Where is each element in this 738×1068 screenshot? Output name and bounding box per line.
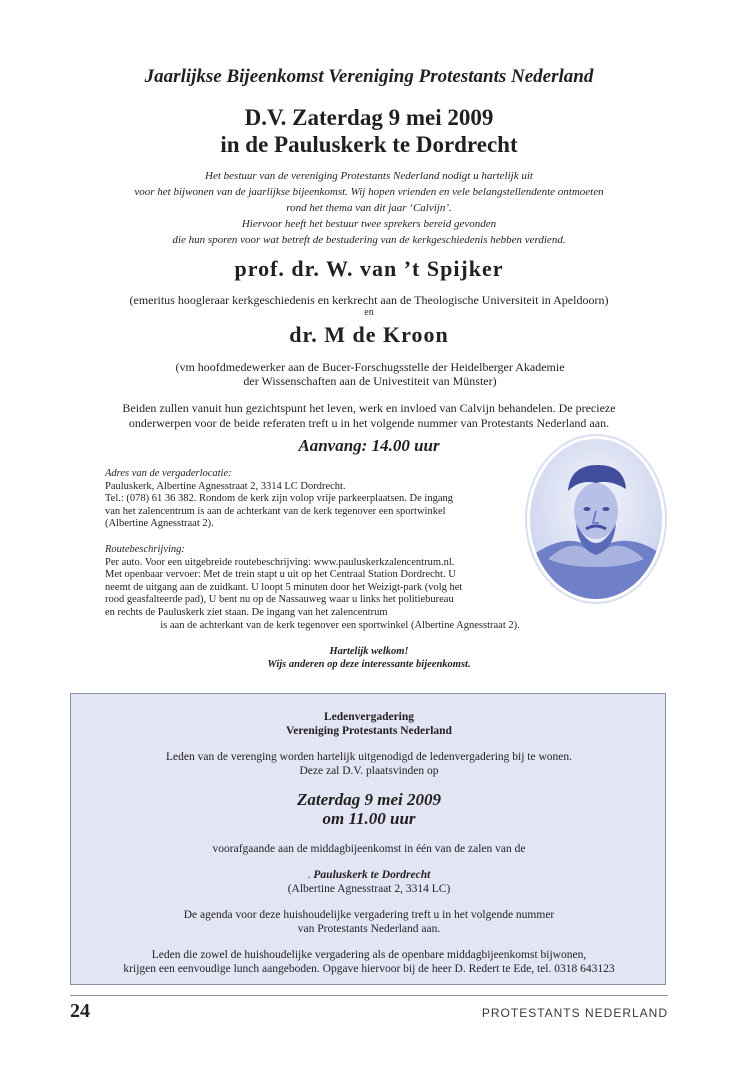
- box-place-address: (Albertine Agnesstraat 2, 3314 LC): [287, 883, 451, 895]
- address-block: [105, 468, 515, 531]
- address-line: (Albertine Agnesstraat 2).: [105, 518, 214, 529]
- event-date-line: D.V. Zaterdag 9 mei 2009: [244, 105, 494, 130]
- route-line: Met openbaar vervoer: Met de trein stapt u uit op het Centraal Station Dordrecht. U: [105, 569, 456, 580]
- calvin-portrait-image: [530, 439, 662, 599]
- box-preceding-text: voorafgaande aan de middagbijeenkomst in één van de zalen van de: [212, 843, 526, 855]
- box-time-line: om 11.00 uur: [322, 809, 416, 828]
- speaker-2-description-line: der Wissenschaften aan de Univestiteit van Münster): [243, 374, 497, 388]
- footer-brand: PROTESTANTS NEDERLAND: [481, 1006, 668, 1020]
- route-label: Routebeschrijving:: [105, 544, 185, 555]
- box-intro: [71, 750, 667, 778]
- route-line: Per auto. Voor een uitgebreide routebeschrijving: www.pauluskerkzalencentrum.nl.: [105, 556, 455, 568]
- page-number: 24: [70, 1000, 90, 1022]
- box-intro-line: Leden van de verenging worden hartelijk uitgenodigd de ledenvergadering bij te wonen.: [166, 751, 572, 763]
- event-location-line: in de Pauluskerk te Dordrecht: [220, 132, 518, 157]
- portrait-illustration: [530, 439, 662, 599]
- speaker-2-name: dr. M de Kroon: [289, 322, 449, 347]
- box-date-line: Zaterdag 9 mei 2009: [296, 790, 441, 809]
- intro-line: Het bestuur van de vereniging Protestants Nederland nodigt u hartelijk uit: [205, 170, 533, 182]
- intro-line: die hun sporen voor wat betreft de bestudering van de kerkgeschiedenis hebben verdiend.: [172, 234, 566, 246]
- box-title: Ledenvergadering: [323, 711, 415, 723]
- box-intro-line: Deze zal D.V. plaatsvinden op: [299, 765, 439, 777]
- subjects-line: onderwerpen voor de beide referaten treft u in het volgende nummer van Protestants Nederland aan.: [128, 416, 610, 430]
- member-meeting-box: [70, 693, 666, 985]
- box-lunch: [71, 948, 667, 976]
- speaker-1-description: (emeritus hoogleraar kerkgeschiedenis en kerkrecht aan de Theologische Universiteit in Apeldoorn): [129, 293, 609, 307]
- speaker-1-name: prof. dr. W. van ’t Spijker: [234, 256, 504, 281]
- subjects-line: Beiden zullen vanuit hun gezichtspunt het leven, werk en invloed van Calvijn behandelen. De precieze: [122, 401, 616, 415]
- address-line: van het zalencentrum is aan de achterkant van de kerk tegenover een sportwinkel: [105, 505, 446, 517]
- intro-line: rond het thema van dit jaar ‘Calvijn’.: [286, 202, 452, 214]
- box-agenda-line: De agenda voor deze huishoudelijke vergadering treft u in het volgende nummer: [183, 909, 555, 921]
- route-line: rood geasfalteerde pad), U bent nu op de Nassauweg waar u links het politiebureau: [105, 594, 454, 605]
- welcome-block: [0, 645, 738, 671]
- intro-line: voor het bijwonen van de jaarlijkse bijeenkomst. Wij hopen vrienden en vele belangstellendente ontmoeten: [134, 186, 604, 198]
- address-line: Pauluskerk, Albertine Agnesstraat 2, 3314 LC Dordrecht.: [105, 480, 346, 492]
- box-place-prefix: .: [307, 869, 314, 881]
- welcome-line: Wijs anderen op deze interessante bijeenkomst.: [267, 659, 471, 670]
- subjects-paragraph: [80, 401, 658, 431]
- route-line: neemt de uitgang aan de zuidkant. U loopt 5 minuten door het Weizigt-park (volg het: [105, 581, 463, 593]
- intro-paragraph: [60, 168, 678, 248]
- route-block: [105, 544, 530, 619]
- route-last-line: is aan de achterkant van de kerk tegenover een sportwinkel (Albertine Agnesstraat 2).: [160, 620, 520, 631]
- page-heading: Jaarlijkse Bijeenkomst Vereniging Protestants Nederland: [144, 66, 594, 87]
- speaker-2-description: [0, 360, 738, 388]
- event-date-title: [0, 104, 738, 158]
- box-place-line: [71, 868, 667, 882]
- conjunction-text: en: [364, 307, 374, 318]
- route-line: en rechts de Pauluskerk ziet staan. De ingang van het zalencentrum: [105, 606, 388, 618]
- speaker-2-description-line: (vm hoofdmedewerker aan de Bucer-Forschugsstelle der Heidelberger Akademie: [175, 360, 565, 374]
- box-date: [71, 790, 667, 828]
- box-subtitle: Vereniging Protestants Nederland: [286, 725, 452, 737]
- footer-divider: [70, 995, 668, 996]
- box-lunch-line: krijgen een eenvoudige lunch aangeboden. Opgave hiervoor bij de heer D. Redert te Ede, tel. 0318 643123: [123, 963, 615, 975]
- box-agenda: [71, 908, 667, 936]
- box-lunch-line: Leden die zowel de huishoudelijke vergadering als de openbare middagbijeenkomst bijwonen,: [151, 949, 587, 961]
- address-line: Tel.: (078) 61 36 382. Rondom de kerk zijn volop vrije parkeerplaatsen. De ingang: [105, 493, 454, 504]
- box-place: [71, 868, 667, 896]
- box-place-name: Pauluskerk te Dordrecht: [313, 869, 431, 881]
- start-time: Aanvang: 14.00 uur: [298, 436, 440, 455]
- welcome-line: Hartelijk welkom!: [329, 646, 409, 657]
- box-agenda-line: van Protestants Nederland aan.: [297, 923, 441, 935]
- address-label: Adres van de vergaderlocatie:: [105, 468, 232, 479]
- intro-line: Hiervoor heeft het bestuur twee sprekers bereid gevonden: [241, 218, 497, 230]
